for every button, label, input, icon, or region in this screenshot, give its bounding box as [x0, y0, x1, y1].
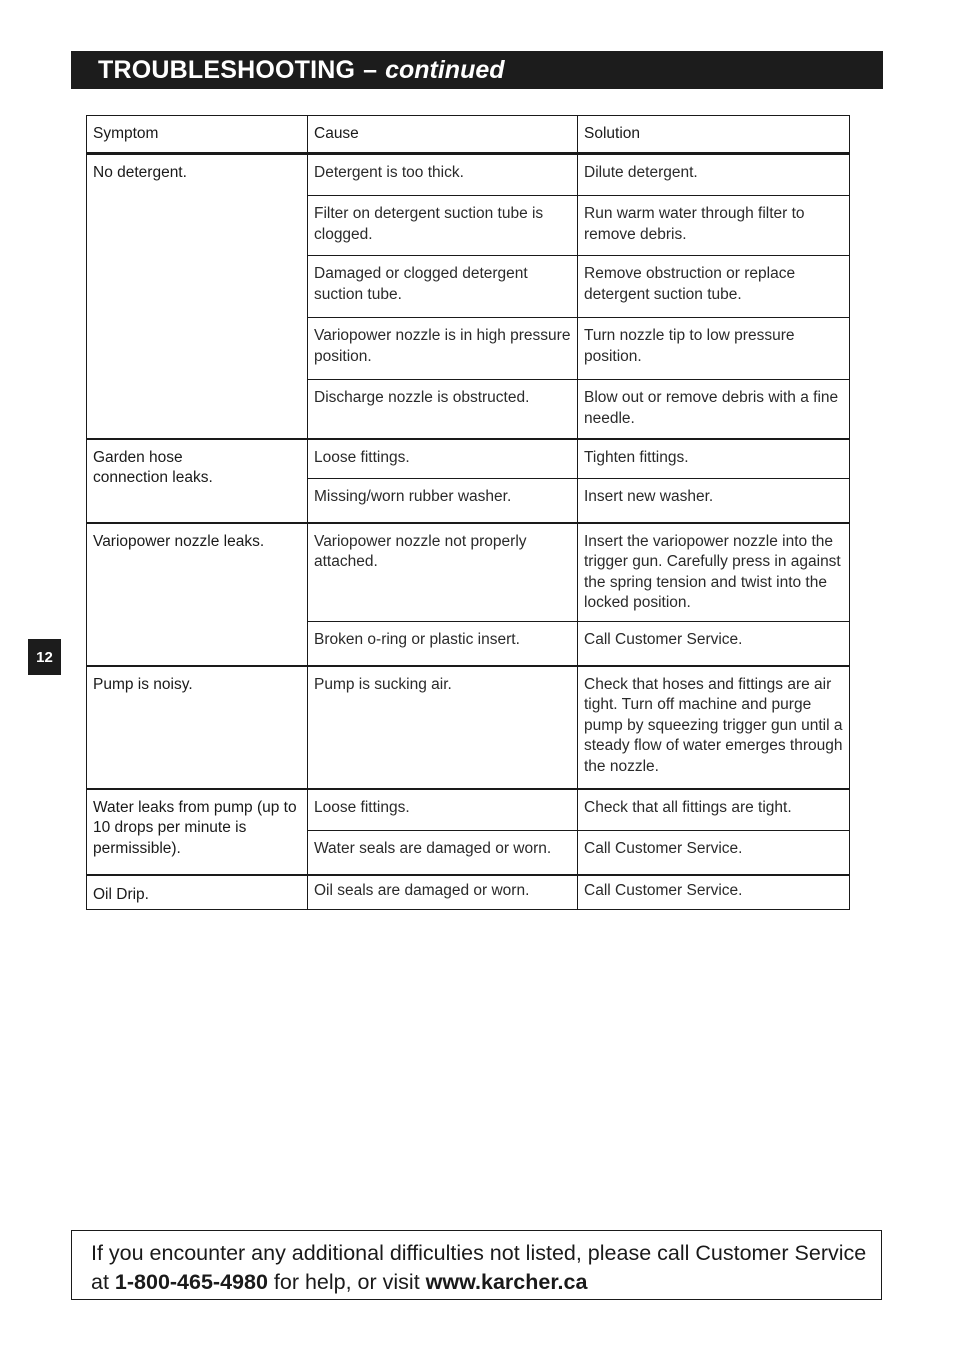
column-header-solution: Solution: [578, 116, 850, 154]
table-row: [87, 875, 850, 910]
cause-cell: Loose fittings.: [308, 439, 578, 479]
solution-cell: Call Customer Service.: [578, 875, 850, 910]
section-title-bar: [71, 51, 883, 89]
website-link[interactable]: www.karcher.ca: [425, 1270, 588, 1294]
help-note-box: [71, 1230, 882, 1300]
solution-cell: Run warm water through filter to remove debris.: [578, 196, 850, 256]
table-row: [87, 523, 850, 622]
customer-service-phone: 1-800-465-4980: [114, 1270, 268, 1294]
solution-cell: Turn nozzle tip to low pressure position.: [578, 318, 850, 380]
cause-cell: Loose fittings.: [308, 789, 578, 831]
symptom-cell: Pump is noisy.: [87, 666, 308, 789]
table-row: [87, 666, 850, 789]
cause-cell: Damaged or clogged detergent suction tube.: [308, 256, 578, 318]
cause-cell: Missing/worn rubber washer.: [308, 479, 578, 523]
title-separator: –: [363, 55, 378, 84]
solution-cell: Tighten fittings.: [578, 439, 850, 479]
section-title-continued: continued: [385, 55, 505, 84]
solution-cell: Check that hoses and fittings are air tight. Turn off machine and purge pump by squeezing trigger gun until a steady flow of water emerges through the nozzle.: [578, 666, 850, 789]
page-number-badge: 12: [28, 639, 61, 675]
symptom-cell: Oil Drip.: [87, 875, 308, 910]
symptom-cell: Water leaks from pump (up to 10 drops per minute is permissible).: [87, 789, 308, 875]
cause-cell: Oil seals are damaged or worn.: [308, 875, 578, 910]
help-note-text: If you encounter any additional difficulties not listed, please call Customer Service at: [91, 1241, 867, 1294]
column-header-symptom: Symptom: [87, 116, 308, 154]
solution-cell: Call Customer Service.: [578, 831, 850, 875]
column-header-cause: Cause: [308, 116, 578, 154]
solution-cell: Dilute detergent.: [578, 154, 850, 196]
table-header-row: [87, 116, 850, 154]
table-row: [87, 439, 850, 479]
solution-cell: Blow out or remove debris with a fine needle.: [578, 380, 850, 439]
cause-cell: Discharge nozzle is obstructed.: [308, 380, 578, 439]
cause-cell: Pump is sucking air.: [308, 666, 578, 789]
cause-cell: Variopower nozzle not properly attached.: [308, 523, 578, 622]
cause-cell: Variopower nozzle is in high pressure position.: [308, 318, 578, 380]
help-note-text-2: for help, or visit: [267, 1270, 426, 1294]
solution-cell: Insert the variopower nozzle into the trigger gun. Carefully press in against the spring tension and twist into the locked position.: [578, 523, 850, 622]
solution-cell: Remove obstruction or replace detergent suction tube.: [578, 256, 850, 318]
solution-cell: Call Customer Service.: [578, 622, 850, 666]
cause-cell: Broken o-ring or plastic insert.: [308, 622, 578, 666]
cause-cell: Filter on detergent suction tube is clogged.: [308, 196, 578, 256]
table-row: [87, 789, 850, 831]
troubleshooting-table: [86, 115, 850, 910]
table-row: [87, 154, 850, 196]
section-title: TROUBLESHOOTING: [98, 55, 356, 84]
solution-cell: Insert new washer.: [578, 479, 850, 523]
cause-cell: Detergent is too thick.: [308, 154, 578, 196]
symptom-cell: Garden hose connection leaks.: [87, 439, 308, 523]
symptom-cell: No detergent.: [87, 154, 308, 439]
symptom-cell: Variopower nozzle leaks.: [87, 523, 308, 666]
solution-cell: Check that all fittings are tight.: [578, 789, 850, 831]
cause-cell: Water seals are damaged or worn.: [308, 831, 578, 875]
